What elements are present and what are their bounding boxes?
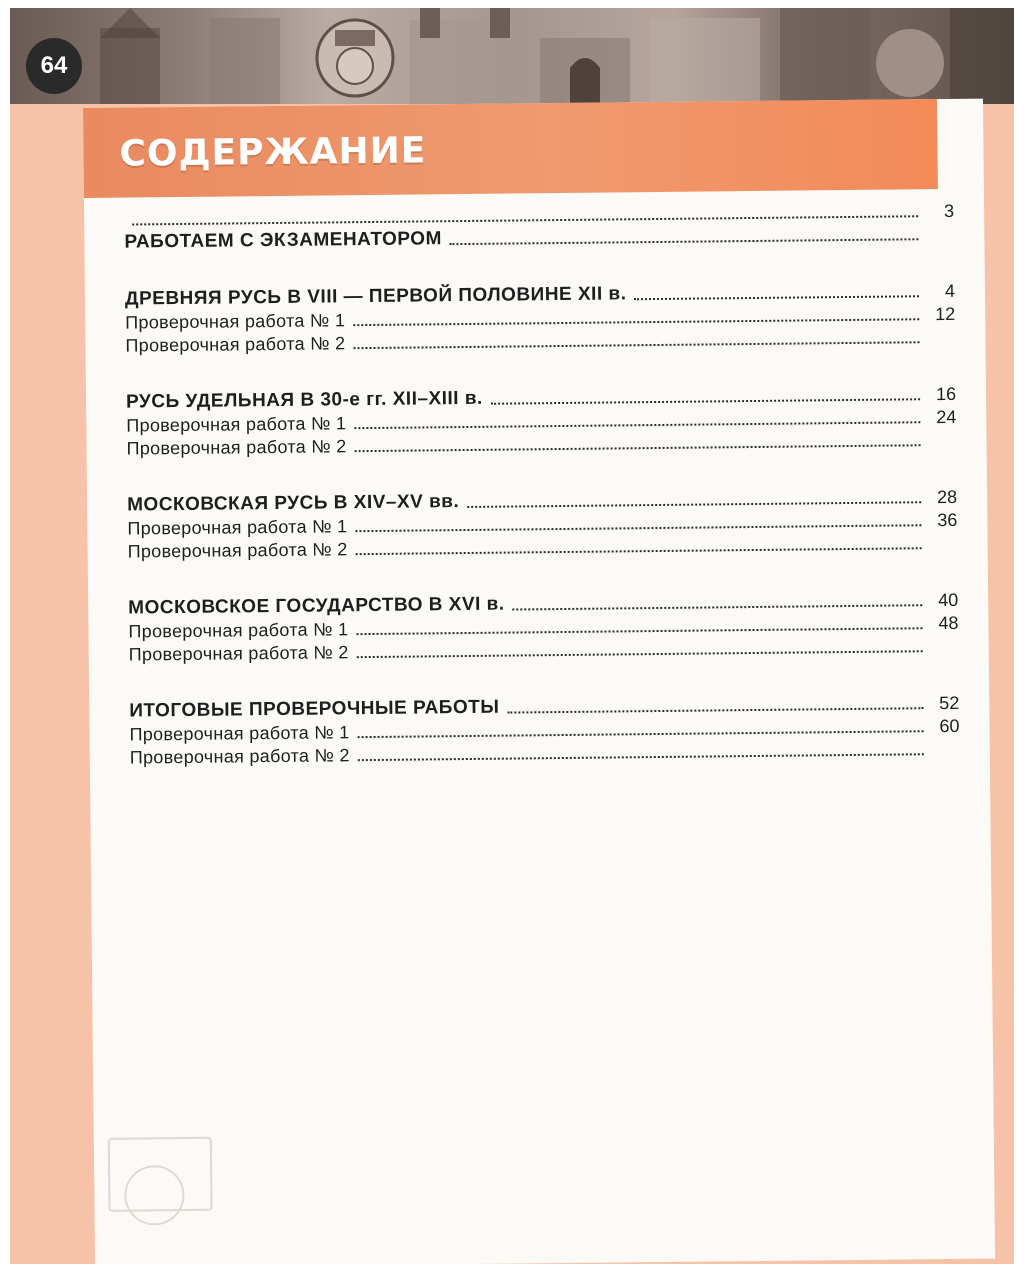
- toc-page-number: 24: [936, 406, 957, 428]
- toc-page-number: 12: [935, 303, 956, 325]
- dot-leader: [356, 547, 922, 555]
- toc-label: Проверочная работа № 2: [125, 333, 346, 356]
- header-banner: [10, 8, 1014, 104]
- toc-label: Проверочная работа № 2: [128, 642, 349, 665]
- page-title: СОДЕРЖАНИЕ: [119, 130, 427, 175]
- title-bar: [83, 99, 938, 198]
- dot-leader: [355, 444, 921, 452]
- toc-page-number: 36: [937, 509, 958, 531]
- toc-page-number: 16: [935, 383, 957, 405]
- toc-page-number: 60: [939, 715, 960, 737]
- toc-label: РУСЬ УДЕЛЬНАЯ В 30-е гг. XII–XIII в.: [125, 387, 483, 413]
- toc-page-number: 52: [939, 692, 960, 714]
- toc-page-number: 3: [944, 200, 955, 221]
- contents-sheet: [83, 99, 995, 1264]
- dot-leader: [491, 398, 920, 404]
- toc-label: ИТОГОВЫЕ ПРОВЕРОЧНЫЕ РАБОТЫ: [129, 696, 500, 722]
- dot-leader: [467, 501, 921, 508]
- dot-leader: [358, 730, 924, 738]
- dot-leader: [354, 421, 920, 429]
- dot-leader: [356, 627, 922, 635]
- toc-label: МОСКОВСКОЕ ГОСУДАРСТВО В XVI в.: [128, 593, 505, 619]
- toc-label: Проверочная работа № 1: [129, 722, 350, 745]
- dot-leader: [357, 650, 923, 658]
- toc-page-number: 48: [938, 612, 959, 634]
- page-number-badge: 64: [26, 38, 82, 94]
- dot-leader: [507, 707, 923, 713]
- dot-leader: [358, 753, 924, 761]
- toc-label: Проверочная работа № 2: [126, 436, 347, 459]
- toc-label: Проверочная работа № 1: [127, 516, 348, 539]
- toc-label: Проверочная работа № 1: [126, 413, 347, 436]
- banner-illustration: [10, 8, 1014, 104]
- toc-label: ДРЕВНЯЯ РУСЬ В VIII — ПЕРВОЙ ПОЛОВИНЕ XII в.: [124, 283, 627, 310]
- stamp-circle-decoration: [124, 1165, 185, 1226]
- table-of-contents: [124, 199, 960, 769]
- toc-page-number: 40: [938, 589, 959, 611]
- dot-leader: [513, 604, 923, 610]
- toc-page-number: 4: [944, 280, 956, 301]
- book-page: [10, 8, 1014, 1264]
- dot-leader: [355, 524, 921, 532]
- toc-page-number: 28: [936, 486, 958, 508]
- dot-leader: [353, 341, 919, 349]
- toc-label: Проверочная работа № 2: [129, 745, 350, 768]
- toc-label: Проверочная работа № 1: [128, 619, 349, 642]
- dot-leader: [634, 295, 919, 300]
- toc-label: Проверочная работа № 2: [127, 539, 348, 562]
- dot-leader: [353, 318, 919, 326]
- toc-label: МОСКОВСКАЯ РУСЬ В XIV–XV вв.: [127, 491, 460, 516]
- toc-label: РАБОТАЕМ С ЭКЗАМЕНАТОРОМ: [124, 228, 442, 253]
- toc-label: Проверочная работа № 1: [125, 310, 346, 333]
- dot-leader: [450, 238, 919, 245]
